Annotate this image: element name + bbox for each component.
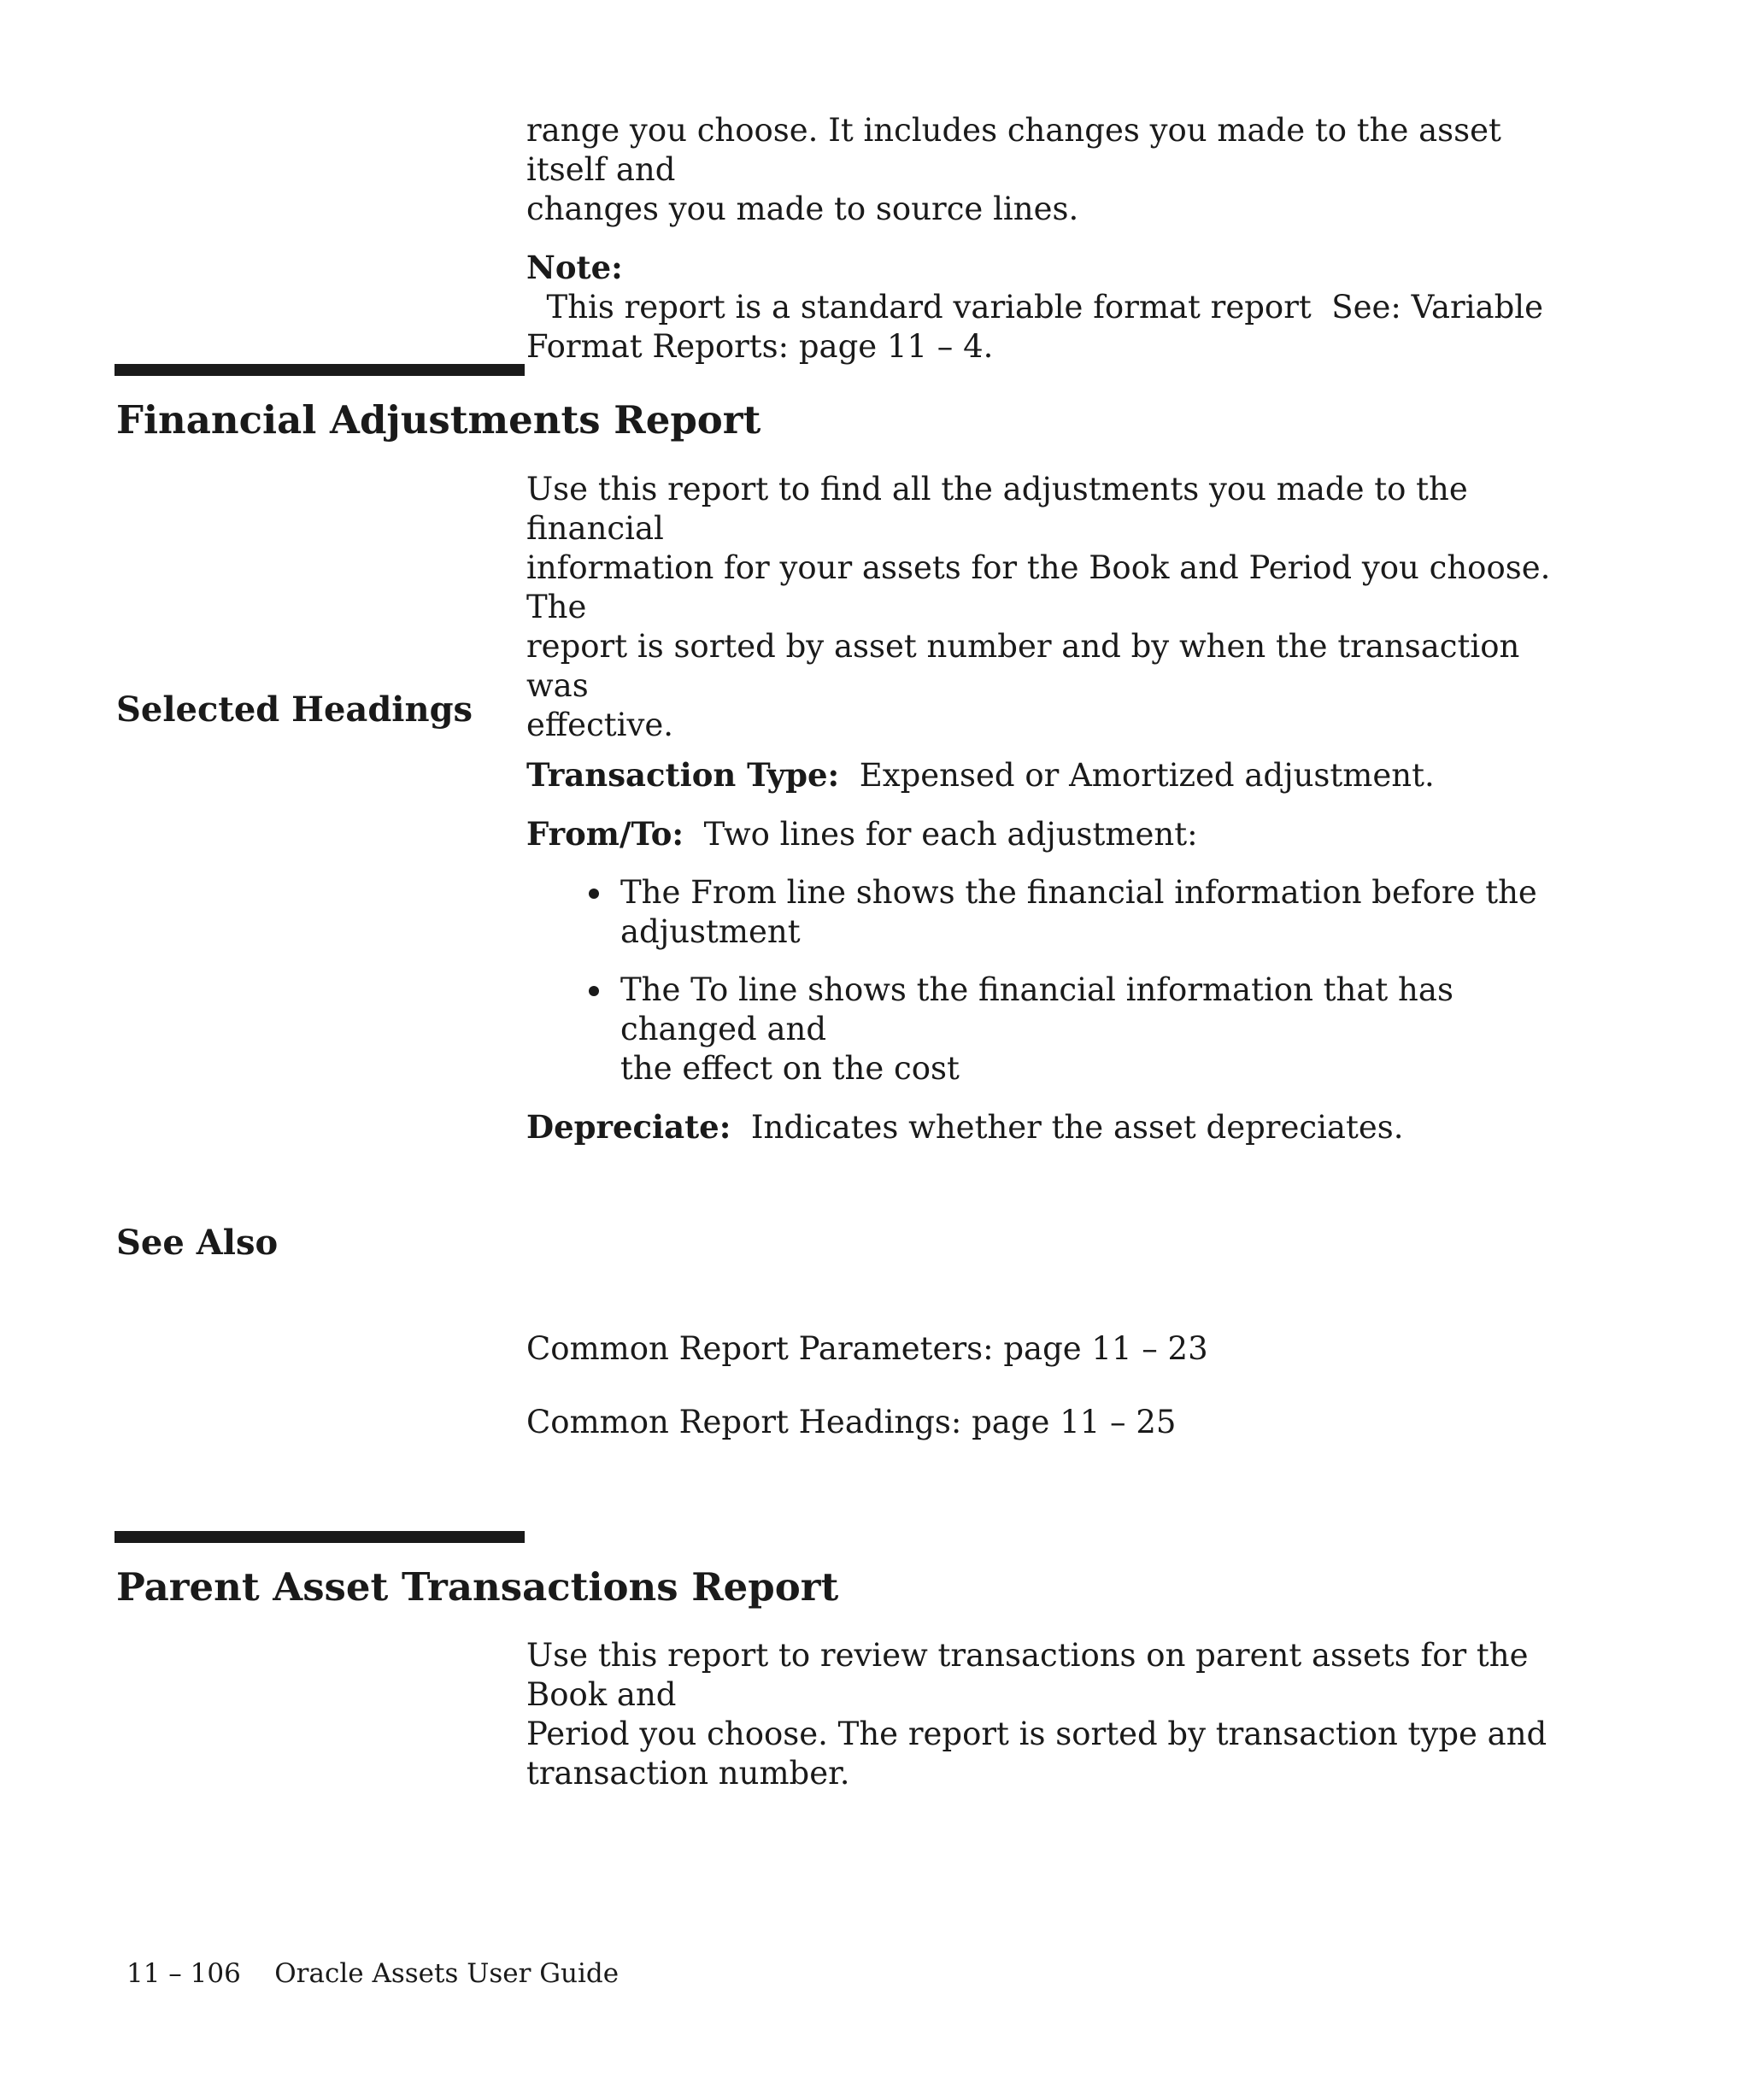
bullet-line: adjustment bbox=[620, 913, 801, 950]
paragraph-line: effective. bbox=[526, 707, 674, 743]
parent-asset-paragraph bbox=[526, 1636, 1577, 1793]
note-label: Note: bbox=[526, 249, 623, 286]
see-also-link-parameters[interactable]: Common Report Parameters: page 11 – 23 bbox=[526, 1330, 1208, 1367]
page-footer bbox=[126, 1956, 619, 1991]
see-also-body bbox=[526, 1329, 1577, 1442]
bullet-line: the effect on the cost bbox=[620, 1050, 960, 1087]
financial-adjustments-body bbox=[526, 470, 1577, 745]
paragraph-line: information for your assets for the Book and Period you choose. The bbox=[526, 549, 1551, 625]
depreciate-item bbox=[526, 1107, 1577, 1147]
from-to-text: Two lines for each adjustment: bbox=[684, 816, 1198, 853]
financial-adjustments-paragraph bbox=[526, 470, 1577, 745]
section-title-financial-adjustments: Financial Adjustments Report bbox=[116, 397, 761, 443]
from-to-bullet-list bbox=[526, 873, 1577, 1088]
list-item bbox=[526, 971, 1577, 1088]
note-text: Format Reports: page 11 – 4. bbox=[526, 328, 994, 365]
paragraph-line: Use this report to review transactions on parent assets for the Book and bbox=[526, 1637, 1529, 1713]
bullet-line: The To line shows the financial information that has changed and bbox=[620, 971, 1453, 1047]
note-paragraph bbox=[526, 248, 1577, 367]
intro-paragraph bbox=[526, 111, 1577, 229]
note-text: This report is a standard variable format report See: Variable bbox=[526, 289, 1544, 326]
section-divider bbox=[115, 1531, 525, 1543]
bullet-line: The From line shows the financial information before the bbox=[620, 874, 1537, 911]
paragraph-line: report is sorted by asset number and by when the transaction was bbox=[526, 628, 1520, 704]
parent-asset-body bbox=[526, 1636, 1577, 1793]
depreciate-label: Depreciate: bbox=[526, 1108, 731, 1146]
intro-section bbox=[526, 111, 1577, 367]
intro-line: range you choose. It includes changes you made to the asset itself and bbox=[526, 112, 1501, 188]
transaction-type-label: Transaction Type: bbox=[526, 756, 840, 794]
page-number: 11 – 106 bbox=[126, 1958, 241, 1989]
section-divider bbox=[115, 364, 525, 376]
transaction-type-item bbox=[526, 755, 1577, 795]
bullet-icon bbox=[589, 889, 599, 899]
list-item bbox=[526, 873, 1577, 952]
paragraph-line: Period you choose. The report is sorted by transaction type and bbox=[526, 1716, 1547, 1752]
section-title-parent-asset-transactions: Parent Asset Transactions Report bbox=[116, 1564, 839, 1610]
selected-headings-body bbox=[526, 755, 1577, 1147]
bullet-icon bbox=[589, 986, 599, 996]
section-title-see-also: See Also bbox=[116, 1223, 279, 1263]
intro-line: changes you made to source lines. bbox=[526, 191, 1079, 227]
section-title-selected-headings: Selected Headings bbox=[116, 689, 473, 730]
book-title: Oracle Assets User Guide bbox=[274, 1958, 620, 1989]
paragraph-line: transaction number. bbox=[526, 1755, 850, 1792]
from-to-label: From/To: bbox=[526, 815, 684, 853]
see-also-link-headings[interactable]: Common Report Headings: page 11 – 25 bbox=[526, 1404, 1177, 1440]
depreciate-text: Indicates whether the asset depreciates. bbox=[731, 1109, 1404, 1146]
transaction-type-text: Expensed or Amortized adjustment. bbox=[839, 757, 1435, 794]
from-to-item bbox=[526, 814, 1577, 854]
paragraph-line: Use this report to find all the adjustments you made to the financial bbox=[526, 471, 1468, 547]
